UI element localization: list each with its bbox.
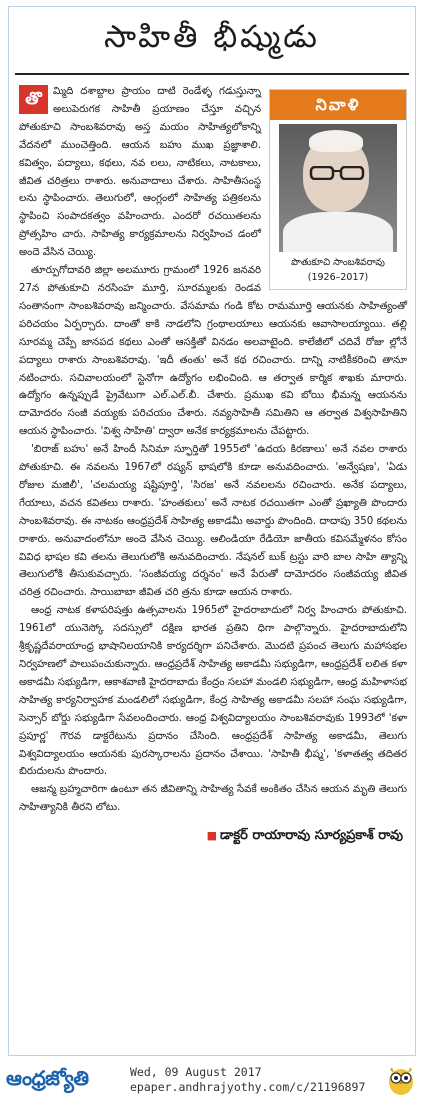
paragraph-1: మ్మిది దశాబ్దాల ప్రాయం దాటి రెండేళ్ళ గడుస్తున్నా అలుపెరుగక సాహితీ ప్రయాణం చేస్తూ వచ్చిన పోతుకూచి సాంబశివరావు అస్త మయం సాహిత్యలోకాన్ని వేదనలో ముంచెత్తింది. ఆయన బహు ముఖ ప్రజ్ఞాశాలి. కవిత్వం, పద్యాలు, కథలు, నవ లలు, నాటికలు, నాటకాలు, జీవిత చరిత్రలు రాశారు. అనువాదాలు చేశారు. సాహితీసంస్థ లను స్థాపించారు. తెలుగులో, ఆంగ్లంలో సాహిత్య పత్రికలను స్థాపించి సంపాదకత్వం వహించారు. ఎందరో రచయితలను ప్రోత్సహిం చారు. సాహిత్య కార్యక్రమాలను నిర్వహించ డంలో అందె వేసిన చెయ్యి. [19, 86, 261, 259]
photo-caption-years: (1926–2017) [307, 272, 369, 283]
footer [0, 1062, 424, 1098]
footer-meta [130, 1065, 365, 1095]
owl-mascot-icon [384, 1062, 418, 1096]
headline: సాహితీ భీష్ముడు [15, 7, 409, 75]
byline-author: డాక్టర్ రాయారావు సూర్యప్రకాశ్ రావు [219, 828, 403, 844]
drop-cap: తొ [19, 85, 48, 114]
epaper-link[interactable]: epaper.andhrajyothy.com/c/21196897 [130, 1080, 366, 1094]
photo-caption-name: పొతుకూచి సాంబశివరావు [291, 257, 385, 268]
paragraph-2: తూర్పుగోదావరి జిల్లా అలమూరు గ్రామంలో 1926 జనవరి 27న పోతుకూచి నరసింహ మూర్తి, సూరమ్మలకు రెండవ సంతానంగా సాంబశివరావు జన్మించారు. వేసమామ గండి కోట రామమూర్తి ఆయనకు సాహిత్యంతో పరిచయం ఏర్పర్చారు. దాంతో కాకి నాడలోని గ్రంథాలయాలు ఆయనకు ఆవాసాలయ్యాయి. తల్లి సూరమ్మ చెప్పే జానపద కథలు ఎంతో ఆసక్తితో వినడం అలవాటైంది. కాలేజీలో చదివే రోజు ల్లోనే పద్యాలు రాశారు సాంబశివరావు. 'ఇదీ తంతు' అనే కథ రచించారు. దాన్ని నాటికీకరించి తానూ నటించారు. సచివాలయంలో స్టెనోగా ఉద్యోగం లభించింది. ఆ తర్వాత కార్మిక శాఖకు మారారు. ఉద్యోగం ఉన్నప్పుడే ప్రైవేటుగా ఎల్.ఎల్.బీ. చేశారు. ప్రముఖ కవి బోయి భీమన్న ఆయనను దామోదరం సంజీ వయ్యకు పరిచయం చేశారు. నవ్యసాహితీ సమితిని ఆ తర్వాత విశ్వసాహితిని ఆయన స్థాపించారు. 'విశ్వ సాహితి' ద్వారా అనేక కార్యక్రమాలను చేపట్టారు. [19, 265, 407, 438]
paragraph-5: ఆజన్మ బ్రహ్మచారిగా ఉంటూ తన జీవితాన్ని సాహిత్య సేవకే అంకితం చేసిన ఆయన మృతి తెలుగు సాహిత్యానికి తీరని లోటు. [19, 784, 407, 814]
paragraph-4: ఆంధ్ర నాటక కళాపరిషత్తు ఉత్సవాలను 1965లో హైదరాబాదులో నిర్వ హించారు పోతుకూచి. 1961లో యునెస్కో సదస్సులో దక్షిణ భారత ప్రతిని ధిగా పాల్గొన్నారు. హైదరాబాదులోని శ్రీకృష్ణదేవరాయాంధ్ర భాషానిలయానికి కార్యదర్శిగా పనిచేశారు. మొదటి ప్రపంచ తెలుగు మహాసభల నిర్వహణలో పాలుపంచుకున్నారు. ఆంధ్రప్రదేశ్ సాహిత్య అకాడమీ సభ్యుడిగా, ఆంధ్రప్రదేశ్ లలిత కళా అకాడమీ సభ్యుడిగా, ఆకాశవాణి హైదరాబాదు కేంద్రం సలహా మండలి సభ్యుడిగా, ఆంధ్ర మహిళాసభ సాహిత్య కార్యనిర్వాహక మండలిలో సభ్యుడిగా, కేంద్ర సాహిత్య అకాడమీ సలహా సంఘ సభ్యుడిగా, సెన్సార్ బోర్డు సభ్యుడిగా సేవలందించారు. ఆంధ్ర విశ్వవిద్యాలయం సాంబశివరావుకు 1993లో 'కళా ప్రపూర్ణ' గౌరవ డాక్టరేటును ప్రదానం చేసింది. ఆంధ్రప్రదేశ్ సాహిత్య అకాడమీ, తెలుగు విశ్వవిద్యాలయం ఆయనకు పురస్కారాలను ప్రదానం చేశాయి. 'సాహితీ భీష్మ', 'కళాతత్వ తదితర బిరుదులను పొందారు. [19, 605, 407, 778]
photo-caption [270, 255, 406, 285]
news-clipping [8, 6, 416, 1056]
edition-date: Wed, 09 August 2017 [130, 1065, 262, 1079]
byline-square-icon: ■ [206, 829, 217, 843]
andhrajyothy-logo: ఆంధ్రజ్యోతి [6, 1065, 89, 1090]
byline [19, 827, 407, 845]
portrait-photo [279, 124, 397, 252]
article-body [19, 83, 407, 845]
tribute-banner: నివాళి [270, 90, 406, 120]
tribute-photo-box [269, 89, 407, 290]
paragraph-3: 'బిరాజ్ బహు' అనే హిందీ సినిమా స్ఫూర్తితో 1955లో 'ఉదయ కిరణాలు' అనే నవల రాశారు పోతుకూచి. ఈ నవలను 1967లో రష్యన్ భాషలోకి కూడా అనువదించారు. 'అన్వేషణ', 'ఏడు రోజుల మజిలీ', 'చలమయ్య షష్టిపూర్తి', 'సిరజ' అనే నవలలను రచించారు. అనేక పద్యాలు, గేయాలు, వచన కవితలు రాశారు. 'హంతకులు' అనే నాటక రచయితగా ఎంతో ప్రఖ్యాతి పొందారు సాంబశివరావు. ఈ నాటకం ఆంధ్రప్రదేశ్ సాహిత్య అకాడమీ అవార్డు పొందింది. దాదాపు 350 కథలను రాశారు. అనువాదంలోనూ అందె వేసిన చెయ్యి. ఆలిండియా రేడియో జాతీయ కవిసమ్మేళనం కోసం వివిధ భాషల కవి తలను తెలుగులోకి అనువదించారు. నేషనల్ బుక్ ట్రస్టు వారి బాల సాహి త్యాన్ని తెలుగులోకి తీసుకువచ్చారు. 'సంజీవయ్య దర్శనం' అనే పేరుతో దామోదరం సంజీవయ్య జీవిత చరిత్ర రచించారు. సాయిబాబా జీవిత చరి త్రను కూడా ఆయన రాశారు. [19, 444, 407, 599]
